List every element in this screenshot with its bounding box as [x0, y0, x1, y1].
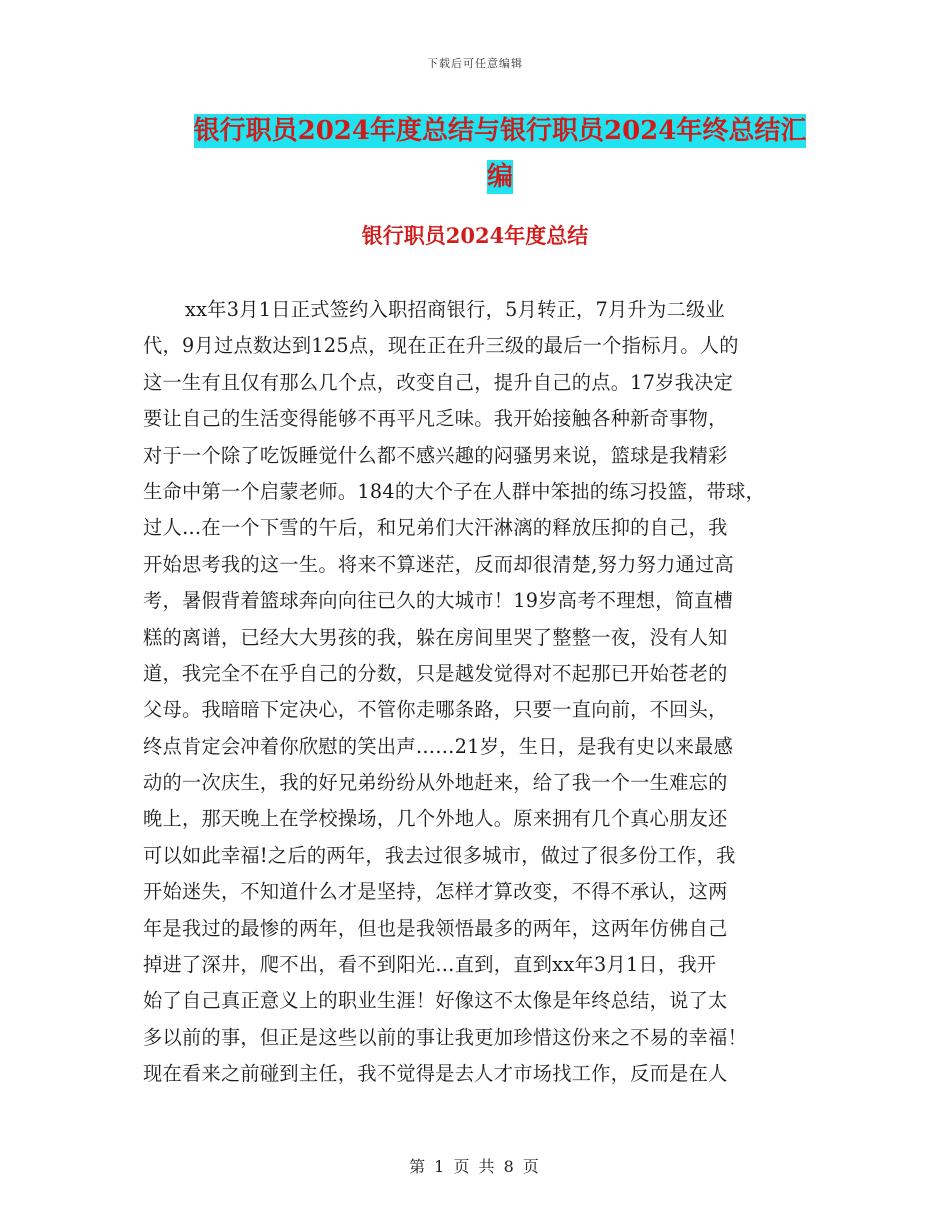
- page-header-note: 下载后可任意编辑: [427, 57, 523, 70]
- body-line: 年是我过的最惨的两年，但也是我领悟最多的两年，这两年仿佛自己: [143, 916, 728, 940]
- body-line: 过人…在一个下雪的午后，和兄弟们大汗淋漓的释放压抑的自己，我: [143, 516, 728, 540]
- body-line: 道，我完全不在乎自己的分数，只是越发觉得对不起那已开始苍老的: [143, 661, 728, 685]
- body-line: 现在看来之前碰到主任，我不觉得是去人才市场找工作，反而是在人: [143, 1062, 728, 1086]
- document-title-line-2: 编: [486, 162, 513, 192]
- page-footer-number: 第 1 页 共 8 页: [409, 1157, 541, 1176]
- body-paragraph: [143, 292, 808, 1093]
- body-line: 始了自己真正意义上的职业生涯！好像这不太像是年终总结，说了太: [143, 989, 728, 1013]
- body-line: 这一生有且仅有那么几个点，改变自己，提升自己的点。17岁我决定: [143, 370, 734, 394]
- body-line: 考，暑假背着篮球奔向向往已久的大城市！19岁高考不理想，简直槽: [143, 589, 734, 613]
- body-line: 生命中第一个启蒙老师。184的大个子在人群中笨拙的练习投篮，带球，: [143, 479, 766, 503]
- body-line: 开始思考我的这一生。将来不算迷茫，反而却很清楚,努力努力通过高: [143, 552, 735, 576]
- document-title-line-1: 银行职员2024年度总结与银行职员2024年终总结汇: [193, 116, 807, 146]
- document-title: [140, 108, 860, 200]
- body-line: 代，9月过点数达到125点，现在正在升三级的最后一个指标月。人的: [143, 334, 739, 358]
- body-line: 可以如此幸福!之后的两年，我去过很多城市，做过了很多份工作，我: [143, 843, 736, 867]
- body-line: 对于一个除了吃饭睡觉什么都不感兴趣的闷骚男来说，篮球是我精彩: [143, 443, 728, 467]
- body-line: 开始迷失，不知道什么才是坚持，怎样才算改变，不得不承认，这两: [143, 880, 728, 904]
- body-line: 晚上，那天晚上在学校操场，几个外地人。原来拥有几个真心朋友还: [143, 807, 728, 831]
- body-line: 要让自己的生活变得能够不再平凡乏味。我开始接触各种新奇事物，: [143, 407, 728, 431]
- body-line: 终点肯定会冲着你欣慰的笑出声……21岁，生日，是我有史以来最感: [143, 734, 734, 758]
- body-line: 父母。我暗暗下定决心，不管你走哪条路，只要一直向前，不回头，: [143, 698, 728, 722]
- body-line: 掉进了深井，爬不出，看不到阳光…直到，直到xx年3月1日，我开: [143, 953, 717, 977]
- body-line: xx年3月1日正式签约入职招商银行，5月转正，7月升为二级业: [185, 298, 725, 321]
- body-line: 多以前的事，但正是这些以前的事让我更加珍惜这份来之不易的幸福！: [143, 1025, 748, 1049]
- body-line: 糕的离谱，已经大大男孩的我，躲在房间里哭了整整一夜，没有人知: [143, 625, 728, 649]
- body-line: 动的一次庆生，我的好兄弟纷纷从外地赶来，给了我一个一生难忘的: [143, 771, 728, 795]
- section-title: 银行职员2024年度总结: [361, 223, 589, 248]
